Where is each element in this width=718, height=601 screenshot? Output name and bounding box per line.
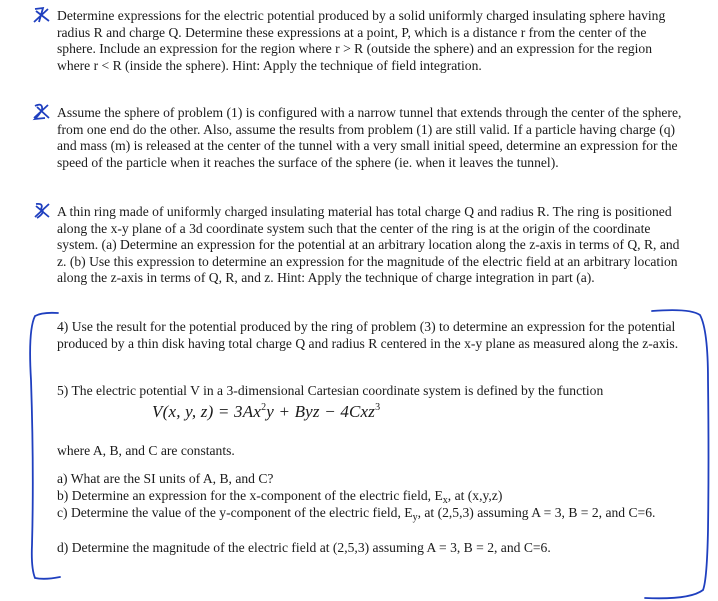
- potential-equation: V(x, y, $z) = 3Ax^2y$ + Byz − 4Cxz$^3$: [152, 402, 381, 421]
- problem-3-text: A thin ring made of uniformly charged insulating material has total charge Q and radius R. The ring is positioned along the x-y plane of a 3d coordinate system such that the center of the ring is at the origin of the coordinate system. (a) Determine an expression for the potential at an arbitrary location along the z-axis in terms of Q, R, and z. (b) Use this expression to determine an expression for the magnitude of the electric field at an arbitrary location along the z-axis in terms of Q, R, and z. Hint: Apply the technique of charge integration in part (a).: [57, 204, 680, 286]
- problem-4-text: 4) Use the result for the potential produced by the ring of problem (3) to determine an expression for the potential produced by a thin disk having total charge Q and radius R centered in the x-y plane as measured along the z-axis.: [57, 319, 679, 351]
- part-a: a) What are the SI units of A, B, and C?: [57, 471, 274, 486]
- constants-note: where A, B, and C are constants.: [57, 443, 235, 458]
- problem-2-text: Assume the sphere of problem (1) is configured with a narrow tunnel that extends through the center of the sphere, from one end do the other. Also, assume the results from problem (1) are still valid. If a particle having charge (q) and mass (m) is released at the center of the tunnel with a very small initial speed, determine an expression for the speed of the particle when it reaches the surface of the sphere (ie. when it leaves the tunnel).: [57, 105, 682, 170]
- part-d: d) Determine the magnitude of the electric field at (2,5,3) assuming A = 3, B = 2, and C=6.: [57, 540, 551, 555]
- part-b: b) Determine an expression for the x-component of the electric field, $E_x$, at (x,y,z): [57, 488, 503, 506]
- problem-1-text: Determine expressions for the electric potential produced by a solid uniformly charged insulating sphere having radius R and charge Q. Determine these expressions at a point, P, which is a distance r from the center of the sphere. Include an expression for the region where r > R (outside the sphere) and an expression for the region where r < R (inside the sphere). Hint: Apply the technique of field integration.: [57, 8, 666, 73]
- problem-5-intro: 5) The electric potential V in a 3-dimensional Cartesian coordinate system is defined by the function: [57, 383, 604, 398]
- part-c: c) Determine the value of the y-component of the electric field, $E_y$, at (2,5,3) assuming A = 3, B = 2, and C=6.: [57, 505, 656, 523]
